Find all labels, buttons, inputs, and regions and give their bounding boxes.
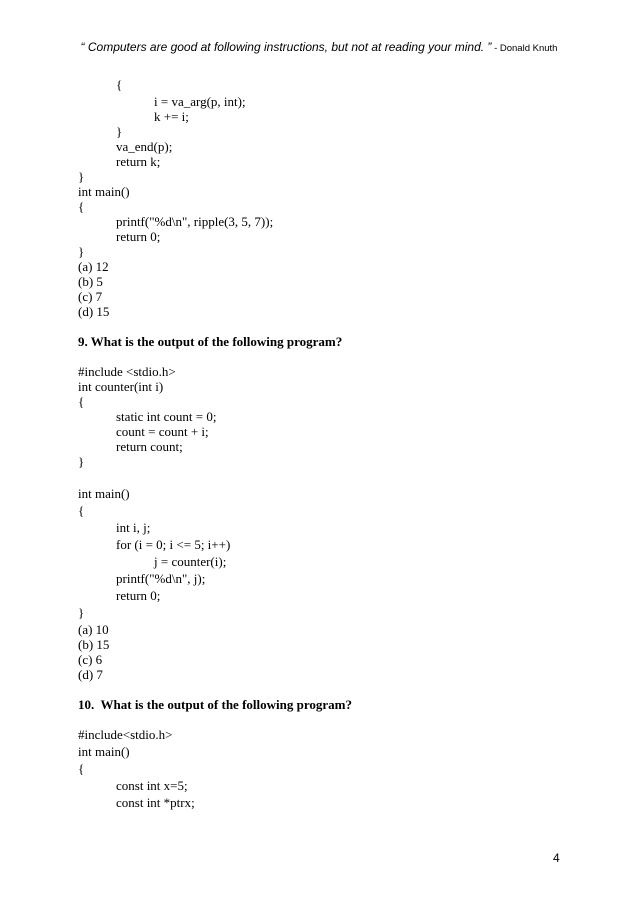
- code-line: int i, j;: [116, 520, 151, 535]
- code-line: count = count + i;: [116, 424, 209, 439]
- code-line: {: [78, 394, 85, 409]
- page-header: [0, 38, 638, 56]
- code-line: {: [116, 77, 123, 92]
- code-line: {: [78, 199, 85, 214]
- code-line: {: [78, 761, 85, 776]
- code-line: return 0;: [116, 588, 161, 603]
- code-line: }: [78, 169, 85, 184]
- code-line: int main(): [78, 486, 130, 501]
- code-line: static int count = 0;: [116, 409, 217, 424]
- code-line: j = counter(i);: [154, 554, 227, 569]
- code-line: int main(): [78, 184, 130, 199]
- answer-option: (a) 10: [78, 622, 109, 637]
- code-line: return 0;: [116, 229, 161, 244]
- code-line: printf("%d\n", j);: [116, 571, 206, 586]
- header-author: - Donald Knuth: [491, 43, 558, 54]
- code-line: k += i;: [154, 109, 189, 124]
- code-line: i = va_arg(p, int);: [154, 94, 246, 109]
- code-line: #include <stdio.h>: [78, 364, 176, 379]
- code-line: va_end(p);: [116, 139, 173, 154]
- code-line: int main(): [78, 744, 130, 759]
- code-line: {: [78, 503, 85, 518]
- page-number: 4: [553, 851, 560, 865]
- code-line: return count;: [116, 439, 183, 454]
- question-10-heading: 10. What is the output of the following program?: [78, 697, 352, 712]
- header-quote: “ Computers are good at following instructions, but not at reading your mind. ”: [80, 40, 492, 54]
- code-line: }: [78, 605, 85, 620]
- answer-option: (c) 7: [78, 289, 103, 304]
- code-line: return k;: [116, 154, 161, 169]
- answer-option: (d) 7: [78, 667, 103, 682]
- answer-option: (d) 15: [78, 304, 110, 319]
- question-9-heading: 9. What is the output of the following program?: [78, 334, 343, 349]
- code-line: }: [78, 454, 85, 469]
- code-line: int counter(int i): [78, 379, 164, 394]
- answer-option: (b) 15: [78, 637, 110, 652]
- code-line: const int x=5;: [116, 778, 188, 793]
- code-line: for (i = 0; i <= 5; i++): [116, 537, 231, 552]
- code-line: }: [116, 124, 123, 139]
- code-line: #include<stdio.h>: [78, 727, 173, 742]
- code-line: const int *ptrx;: [116, 795, 195, 810]
- answer-option: (a) 12: [78, 259, 109, 274]
- answer-option: (c) 6: [78, 652, 103, 667]
- code-line: printf("%d\n", ripple(3, 5, 7));: [116, 214, 274, 229]
- answer-option: (b) 5: [78, 274, 103, 289]
- code-line: }: [78, 244, 85, 259]
